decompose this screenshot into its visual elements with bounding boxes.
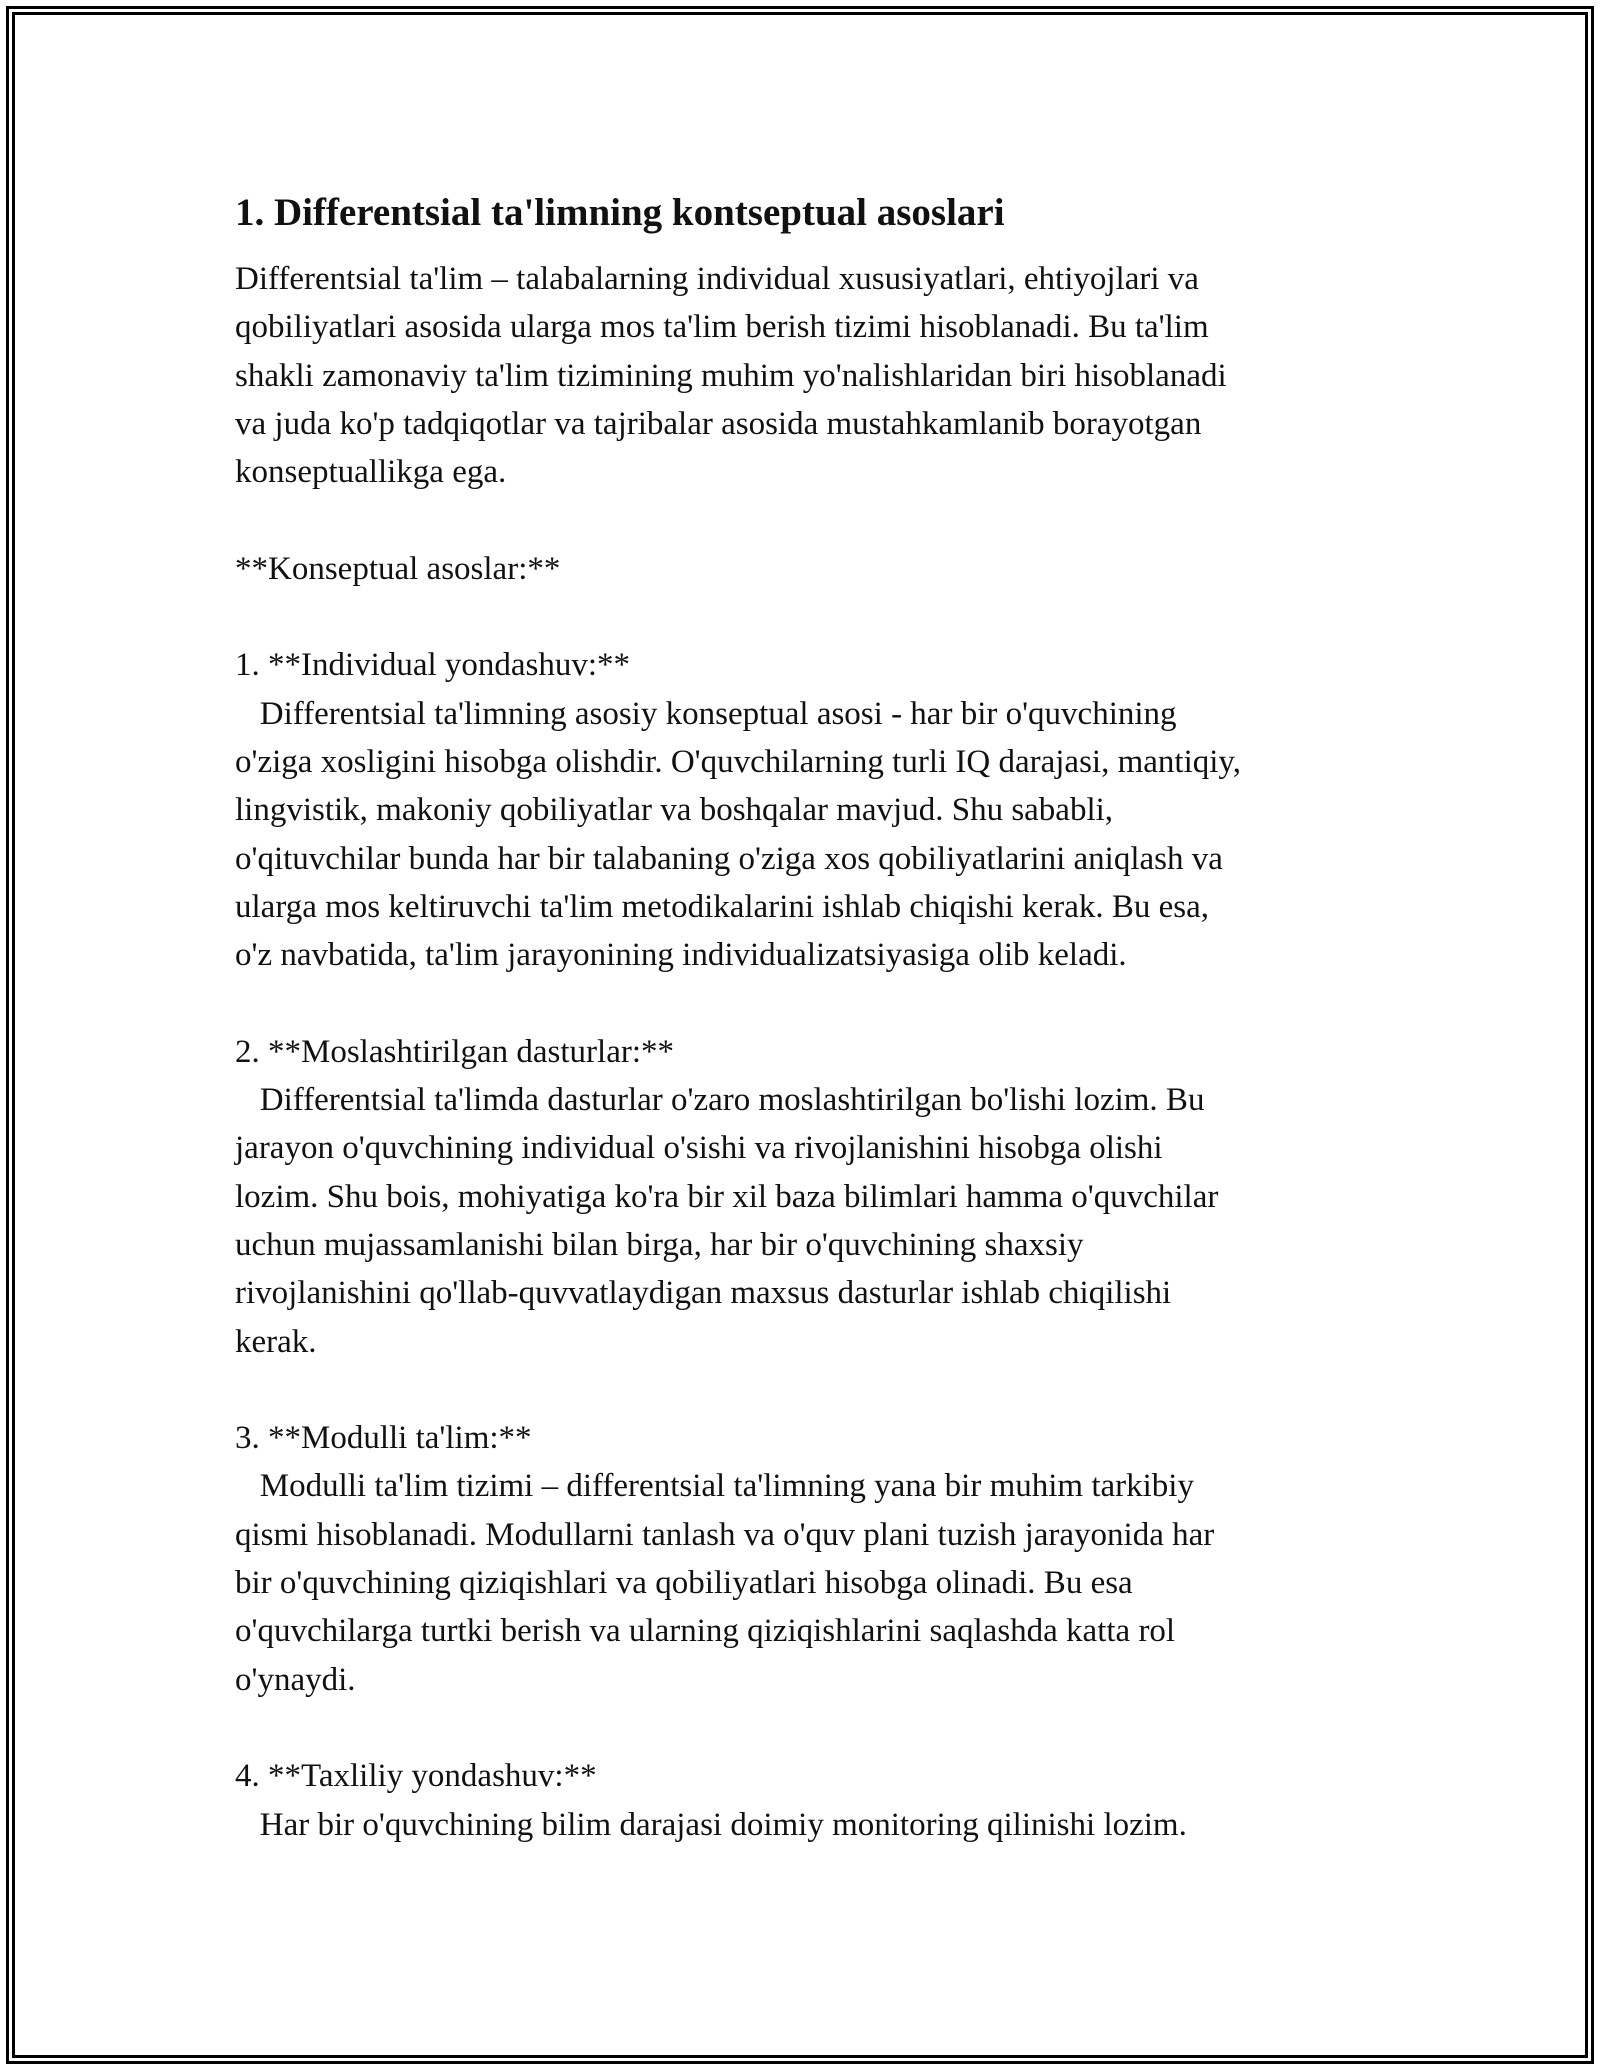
text-line: uchun mujassamlanishi bilan birga, har bir o'quvchining shaxsiy [235, 1226, 1084, 1263]
text-line: Modulli ta'lim tizimi – differentsial ta'limning yana bir muhim tarkibiy [235, 1468, 1194, 1505]
text-line: konseptuallikga ega. [235, 454, 507, 491]
text-line: Differentsial ta'lim – talabalarning individual xususiyatlari, ehtiyojlari va [235, 261, 1199, 297]
text-line: o'ziga xosligini hisobga olishdir. O'quvchilarning turli IQ darajasi, mantiqiy, [235, 743, 1242, 780]
item-title: 3. **Modulli ta'lim:** [235, 1420, 532, 1457]
text-line: rivojlanishini qo'llab-quvvatlaydigan maxsus dasturlar ishlab chiqilishi [235, 1275, 1172, 1312]
text-line: o'z navbatida, ta'lim jarayonining individualizatsiyasiga olib keladi. [235, 937, 1127, 974]
document-body [235, 183, 1385, 1849]
text-line: lozim. Shu bois, mohiyatiga ko'ra bir xil baza bilimlari hamma o'quvchilar [235, 1178, 1219, 1215]
text-line: bir o'quvchining qiziqishlari va qobiliyatlari hisobga olinadi. Bu esa [235, 1565, 1133, 1602]
intro-paragraph [235, 255, 1385, 1849]
text-line: qismi hisoblanadi. Modullarni tanlash va o'quv plani tuzish jarayonida har [235, 1516, 1215, 1553]
text-line: lingvistik, makoniy qobiliyatlar va boshqalar mavjud. Shu sababli, [235, 792, 1114, 829]
text-line: Differentsial ta'limning asosiy konseptual asosi - har bir o'quvchining [235, 695, 1177, 732]
text-line: shakli zamonaviy ta'lim tizimining muhim yo'nalishlaridan biri hisoblanadi [235, 357, 1227, 394]
text-line: o'quvchilarga turtki berish va ularning qiziqishlarini saqlashda katta rol [235, 1613, 1176, 1650]
item-title: 2. **Moslashtirilgan dasturlar:** [235, 1033, 675, 1070]
section-heading: 1. Differentsial ta'limning kontseptual asoslari [235, 191, 1005, 234]
item-title: 1. **Individual yondashuv:** [235, 647, 631, 684]
text-line: kerak. [235, 1323, 317, 1360]
text-line: Har bir o'quvchining bilim darajasi doimiy monitoring qilinishi lozim. [235, 1806, 1187, 1843]
text-line: o'ynaydi. [235, 1661, 356, 1698]
text-line: va juda ko'p tadqiqotlar va tajribalar asosida mustahkamlanib borayotgan [235, 405, 1202, 442]
text-line: qobiliyatlari asosida ularga mos ta'lim berish tizimi hisoblanadi. Bu ta'lim [235, 309, 1209, 346]
text-line: Differentsial ta'limda dasturlar o'zaro moslashtirilgan bo'lishi lozim. Bu [235, 1082, 1205, 1119]
item-title: 4. **Taxliliy yondashuv:** [235, 1758, 597, 1795]
text-line: jarayon o'quvchining individual o'sishi va rivojlanishini hisobga olishi [235, 1130, 1163, 1167]
section-label: **Konseptual asoslar:** [235, 550, 561, 587]
text-line: ularga mos keltiruvchi ta'lim metodikalarini ishlab chiqishi kerak. Bu esa, [235, 888, 1210, 925]
text-line: o'qituvchilar bunda har bir talabaning o'ziga xos qobiliyatlarini aniqlash va [235, 840, 1223, 877]
